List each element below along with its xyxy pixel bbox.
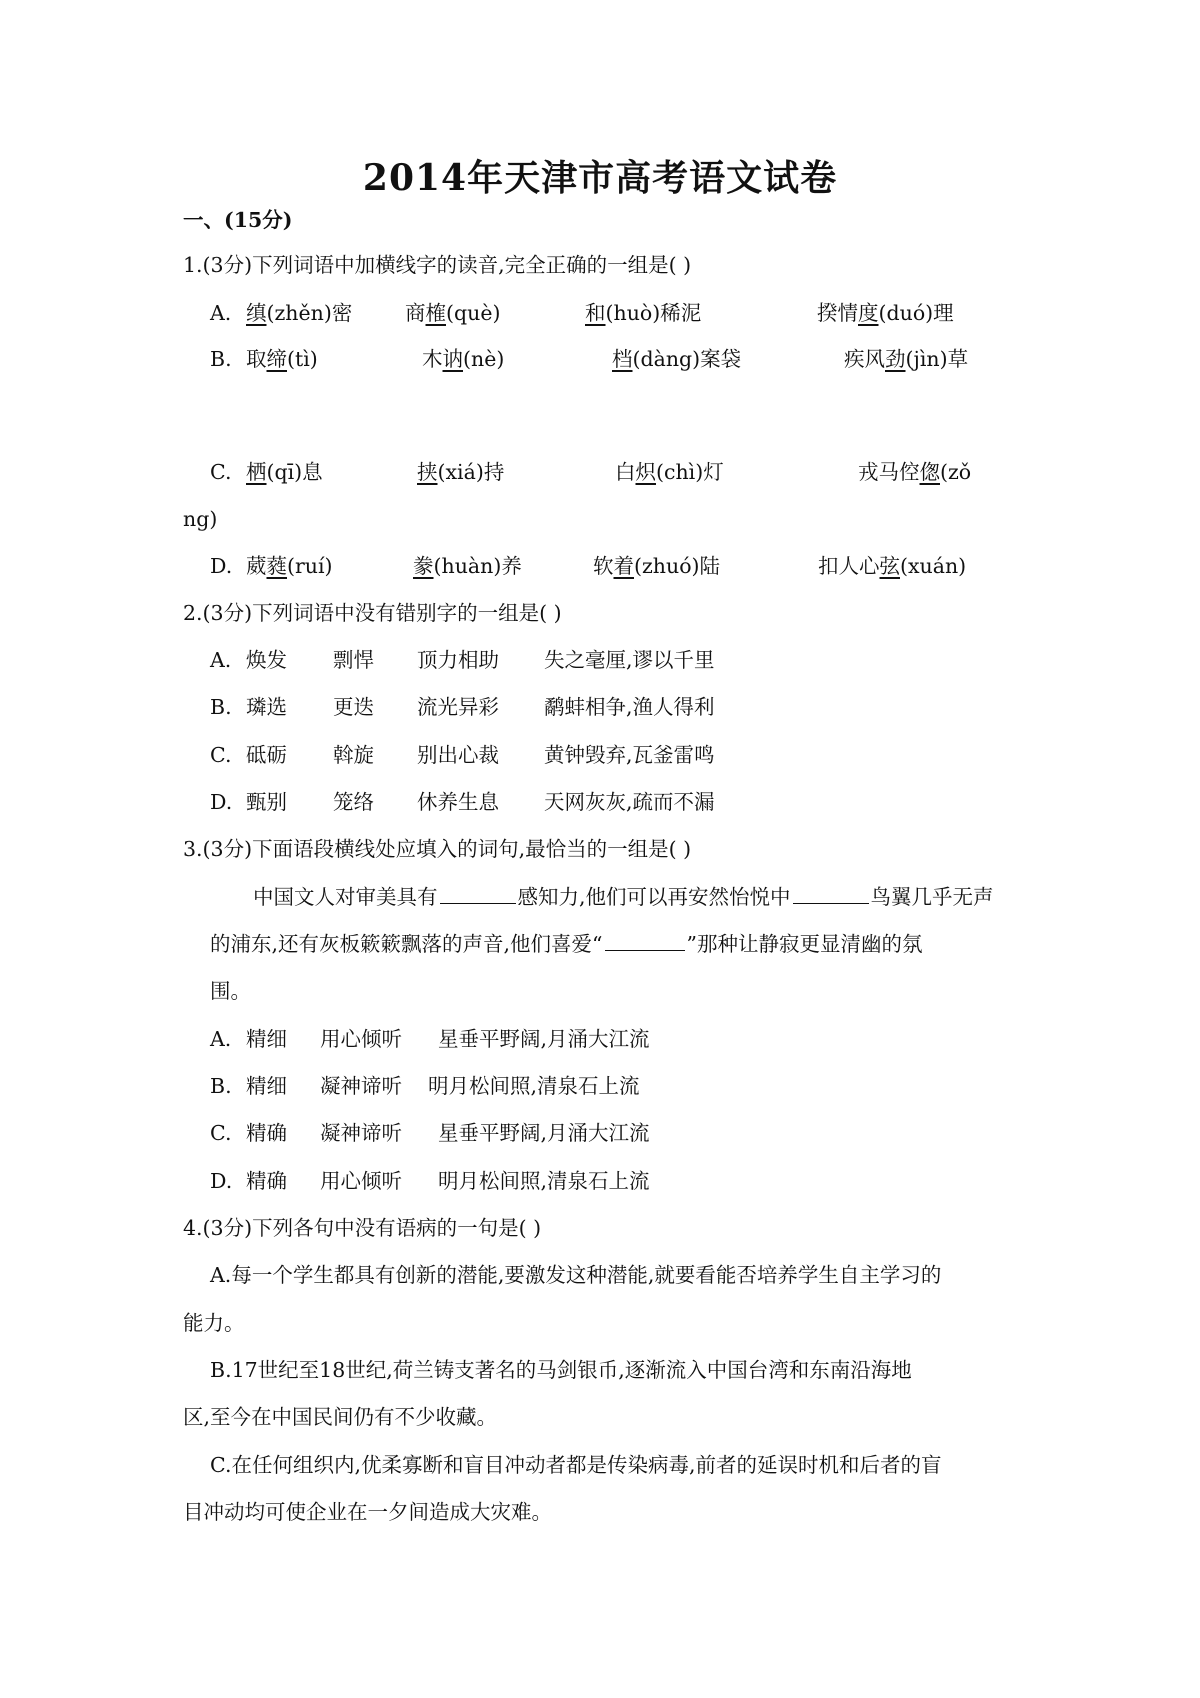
q3-option-d xyxy=(210,1166,1010,1196)
option-word: 缜(zhěn)密 xyxy=(246,301,353,325)
q4-stem: 4.(3分)下列各句中没有语病的一句是( ) xyxy=(183,1216,542,1240)
option-letter: C. xyxy=(210,460,232,484)
answer-blank xyxy=(605,930,685,951)
option-word: 疾风劲(jìn)草 xyxy=(844,347,969,371)
option-word: 和(huò)稀泥 xyxy=(585,301,702,325)
q1-stem: 1.(3分)下列词语中加横线字的读音,完全正确的一组是( ) xyxy=(183,253,692,277)
q2-option-c xyxy=(210,740,1010,770)
q1-option-a xyxy=(210,298,1030,328)
option-word: 顶力相助 xyxy=(417,648,499,672)
option-word: 凝神谛听 xyxy=(320,1121,402,1145)
q1-option-d xyxy=(210,551,1030,581)
option-word: 揆情度(duó)理 xyxy=(817,301,954,325)
option-letter: A. xyxy=(210,648,232,672)
q3-passage-line-2: 的浦东,还有灰板簌簌飘落的声音,他们喜爱“ ”那种让静寂更显清幽的氛 xyxy=(210,932,923,956)
option-word: 商榷(què) xyxy=(405,301,501,325)
q4-option-b-wrap: 区,至今在中国民间仍有不少收藏。 xyxy=(183,1405,498,1429)
option-letter: C. xyxy=(210,1121,232,1145)
option-word: 精细 xyxy=(246,1027,287,1051)
q4-option-a-wrap: 能力。 xyxy=(183,1311,245,1335)
option-word: 休养生息 xyxy=(417,790,499,814)
option-word: 精细 xyxy=(246,1074,287,1098)
option-word: 天网灰灰,疏而不漏 xyxy=(544,790,715,814)
option-letter: B. xyxy=(210,347,232,371)
q3-stem: 3.(3分)下面语段横线处应填入的词句,最恰当的一组是( ) xyxy=(183,837,692,861)
section-heading: 一、(15分) xyxy=(183,208,293,232)
option-word: 黄钟毁弃,瓦釜雷鸣 xyxy=(544,743,715,767)
option-word: 斡旋 xyxy=(333,743,374,767)
option-word: 豢(huàn)养 xyxy=(413,554,522,578)
option-letter: D. xyxy=(210,554,233,578)
q4-option-a: A.每一个学生都具有创新的潜能,要激发这种潜能,就要看能否培养学生自主学习的 xyxy=(210,1263,942,1287)
q1-option-b xyxy=(210,344,1030,374)
option-word: 精确 xyxy=(246,1169,287,1193)
option-word: 流光异彩 xyxy=(417,695,499,719)
option-word: 星垂平野阔,月涌大江流 xyxy=(438,1121,650,1145)
q3-option-b xyxy=(210,1071,1010,1101)
exam-title: 2014年天津市高考语文试卷 xyxy=(362,157,838,199)
q3-option-c xyxy=(210,1118,1010,1148)
option-word: 精确 xyxy=(246,1121,287,1145)
answer-blank xyxy=(440,883,516,904)
q2-option-d xyxy=(210,787,1010,817)
option-word: 鹬蚌相争,渔人得利 xyxy=(544,695,715,719)
q4-option-c-wrap: 目冲动均可使企业在一夕间造成大灾难。 xyxy=(183,1500,552,1524)
option-word: 失之毫厘,谬以千里 xyxy=(544,648,715,672)
q4-option-b: B.17世纪至18世纪,荷兰铸支著名的马剑银币,逐渐流入中国台湾和东南沿海地 xyxy=(210,1358,912,1382)
option-word: 璘选 xyxy=(246,695,287,719)
option-word: 凝神谛听 xyxy=(320,1074,402,1098)
option-word: 木讷(nè) xyxy=(422,347,505,371)
option-word: 甄别 xyxy=(246,790,287,814)
option-letter: B. xyxy=(210,1074,232,1098)
q2-stem: 2.(3分)下列词语中没有错别字的一组是( ) xyxy=(183,601,562,625)
option-word: 取缔(tì) xyxy=(246,347,318,371)
option-word: 葳蕤(ruí) xyxy=(246,554,333,578)
option-word: 笼络 xyxy=(333,790,374,814)
answer-blank xyxy=(793,883,869,904)
option-word: 戎马倥偬(zǒ xyxy=(858,460,972,484)
q2-option-a xyxy=(210,645,1010,675)
option-word: 焕发 xyxy=(246,648,287,672)
option-word: 星垂平野阔,月涌大江流 xyxy=(438,1027,650,1051)
option-letter: C. xyxy=(210,743,232,767)
option-word: 档(dàng)案袋 xyxy=(612,347,742,371)
option-word: 剽悍 xyxy=(333,648,374,672)
q1-option-c xyxy=(210,457,1030,487)
q3-passage-line-1: 中国文人对审美具有 感知力,他们可以再安然怡悦中 鸟翼几乎无声 xyxy=(253,885,994,909)
option-letter: B. xyxy=(210,695,232,719)
option-word: 用心倾听 xyxy=(320,1027,402,1051)
q2-option-b xyxy=(210,692,1010,722)
option-word: 别出心裁 xyxy=(417,743,499,767)
option-letter: D. xyxy=(210,790,233,814)
option-word: 扣人心弦(xuán) xyxy=(818,554,967,578)
option-word: 砥砺 xyxy=(246,743,287,767)
option-word: 更迭 xyxy=(333,695,374,719)
option-letter: A. xyxy=(210,301,232,325)
option-word: 用心倾听 xyxy=(320,1169,402,1193)
option-word: 软着(zhuó)陆 xyxy=(593,554,721,578)
option-word: 栖(qī)息 xyxy=(246,460,323,484)
option-word: 挟(xiá)持 xyxy=(417,460,505,484)
option-word: 白炽(chì)灯 xyxy=(615,460,724,484)
q1-option-c-wrap: ng) xyxy=(183,507,218,531)
q4-option-c: C.在任何组织内,优柔寡断和盲目冲动者都是传染病毒,前者的延误时机和后者的盲 xyxy=(210,1453,942,1477)
q3-passage-line-3: 围。 xyxy=(210,979,251,1003)
option-word: 明月松间照,清泉石上流 xyxy=(428,1074,640,1098)
option-word: 明月松间照,清泉石上流 xyxy=(438,1169,650,1193)
q3-option-a xyxy=(210,1024,1010,1054)
option-letter: D. xyxy=(210,1169,233,1193)
option-letter: A. xyxy=(210,1027,232,1051)
